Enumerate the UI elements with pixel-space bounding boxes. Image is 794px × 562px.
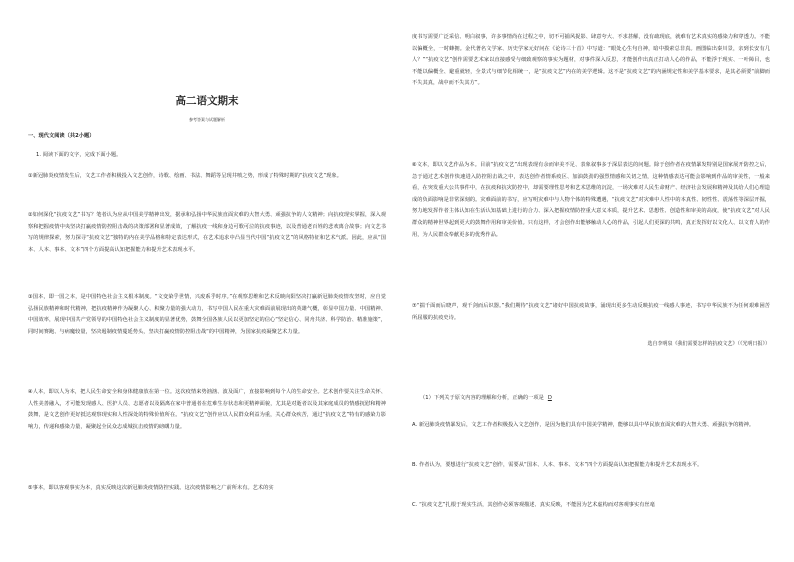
question-intro: 1. 阅读下面的文字，完成下面小题。 bbox=[36, 152, 122, 158]
option-c: C. “抗疫文艺”扎根于现实生活，其创作必须客观描述、真实反映，不能因为艺术虚构而对客观事实有丝毫 bbox=[412, 502, 655, 508]
paragraph-5: ⑤事本，即以客观事实为本，真实反映这次新冠肺炎疫情防控实践。这次疫情影响之广前所未有。艺术的实 bbox=[28, 485, 274, 491]
paragraph-4: ④人本，即以人为本，把人民生命安全和身体健康放在第一位。这次疫情来势汹汹、波及面广，直接影响到每个人的生命安全。艺术创作要关注生命关怀、人性美善融入，才可能发现感人、医护人员、志愿者以及隔离在家中普通者在危难生存状态和更精神面貌，尤其是对逝者以及其家庭成员的情感抚慰和精神鼓舞，是文艺创作更好抵达观察现实和人性深处的特殊价值所在。“抗疫文艺”创作应以人民群众利益为重，关心群众疾苦，通过“抗疫文艺”特有的感染力影响力，传递和感染力量，凝聚起全民众志成城抗击疫情的磅礴力量。 bbox=[28, 389, 386, 430]
paragraph-6: ⑥文本，即以文艺作品为本。目前“抗疫文艺”出现表现有余而审美不足、表象叙事多于深层表达的问题。除于创作者在疫情暴发特别是国家展开防控之后，急于通过艺术创作快速进入防控阻击战之中，表达创作者情系疫区、加油鼓劲的强烈情感和关切之情，这种情感表达可能会影响到作品的审美性，一般来看，在突发重大公共事件中，在抗疫和抗灾防控中，却需要理性思考和艺术思维的沉淀，一场灾难对人民生命财产、经济社会发展和精神及其给人们心理造成的负面影响是非常深刻的。灾难面前的书写，应写明灾难中与人物个体的特殊遭遇，“抗疫文艺”对灾难中人性中的本真性、韧性性、震荡性等深层开掘，努力地发挥作者主体认知在生活认知基础上进行的合力、深入把握疫情防控重大意义本质，提升艺术、思想性、创造性和审美的高度，使“抗疫文艺”对人民群众的精神世界起到更大的鼓舞作用和审美价值。只有这样，才会创作出能够触动人心的作品，引起人们更深的共鸣，真正发挥好以文化人、以文育人的作用，为人民群众奉献更多的优秀作品。 bbox=[412, 162, 770, 238]
question-prompt-text: （1）下列关于原文内容的理解和分析，正确的一项是 bbox=[420, 395, 544, 401]
question-prompt bbox=[420, 393, 770, 405]
option-a: A. 新冠肺炎疫情暴发后，文艺工作者积极投入文艺创作，是因为他们具有中国美学精神，能够以具中华民族直面灾难的大智大勇、顽强抗争的精神。 bbox=[412, 422, 755, 428]
paragraph-1: ①新冠肺炎疫情发生后，文艺工作者积极投入文艺创作，诗歌、绘画、书法、舞蹈等呈现井喷之势，形成了特殊时期的“抗疫文艺”现象。 bbox=[28, 173, 342, 179]
answer-blank: D bbox=[547, 395, 552, 401]
paragraph-3: ③国本，即一国之本，是中国特色社会主义根本制度。“文变染乎世情，兴废系乎时序。”在观察思维和艺术反映向阳坚决打赢新冠肺炎疫情攻坚时，应自觉弘扬民族精神和时代精神，把抗疫精神作为凝聚人心、积聚力量的强大动力，书写中国人民在重大灾难面前展现出的英雄气概，彰显中国力量、中国精神、中国效率，展现中国共产党领导的中国特色社会主义制度的显著优势，鼓舞全国各族人民以更加坚定的信心“坚定信心、同舟共济、科学防治、精准施策”，同时间赛跑、与病魔较量，坚决遏制疫情蔓延势头，坚决打赢疫情防控阻击战“的中国精神，为国家抗疫凝聚艺术力量。 bbox=[28, 294, 386, 335]
section-heading: 一、现代文阅读（共2小题） bbox=[28, 133, 95, 139]
document-subtitle: 参考答案与试题解析 bbox=[189, 117, 225, 122]
paragraph-2: ②如何深化“抗疫文艺”书写？笔者认为应从中国美学精神出发，据承和弘扬中华民族直面灾难的大智大勇、顽强抗争的人文精神；向抗疫现实掌握，深入观察和把握疫情中央坚决打赢疫情防控阻击战的决策部署和显著成效，了解抗疫一线和身边可歌可泣的抗疫事迹，以及普通老百姓的悲欢离合故事；向文艺书写的规律探索，努力探寻“抗疫文艺”独特的内在美学品格和特定表达形式，在艺术追求中凸显当代中国“抗疫文艺”的风格特征和艺术气派。因此，应从“国本、人本、事本、文本”四个方面提高认知把握能力和提升艺术表现水平。 bbox=[28, 212, 386, 253]
source-citation: 选自李明泉《我们需要怎样的抗疫文艺》（《光明日报》） bbox=[647, 341, 770, 347]
paragraph-5-continued: 度书写需要广泛采信、明白叙事，许多事情尚在过程之中，切不可捕风捉影、肆意夸大、不求甚解，没有疏现底，就难有艺术真实的感染力和穿透力。不能以偏概全，一时蜂拥。金代著名文学家、历史学家元好问在《论诗三十首》中写道：“眼处心生句自神，暗中摸索总非真。画图临出秦川景，亲到长安有几人？”“抗疫文艺”创作需要艺术家以直接感受与细致观察的事实为题材，对事件深入反思，才能创作出真正打动人心的作品，不能浮于现实、一叶障目，也不能以偏概全、避重就轻，全景式与细节化相统一，是“抗疫文艺”内在的美学逻辑。这不是“抗疫文艺”的内涵规定性和美学基本要求，是其必须要“前脚而不失其真，战中而不失其方”。 bbox=[412, 34, 770, 87]
document-title: 高二语文期末 bbox=[175, 95, 239, 107]
paragraph-7: ⑦“揣千面而后晓声，观千剑而后识器。”我们期待“抗疫文艺”诸好中国抗疫故事，涌现出更多生动反映抗疫一线感人事迹，书写中华民族不为任何艰难困苦所屈服的抗疫史诗。 bbox=[412, 303, 770, 321]
option-b: B. 作者认为，要想进行“抗疫文艺”创作，需要从“国本、人本、事本、文本”四个方面提高认知把握能力和提升艺术表现水平。 bbox=[412, 462, 703, 468]
